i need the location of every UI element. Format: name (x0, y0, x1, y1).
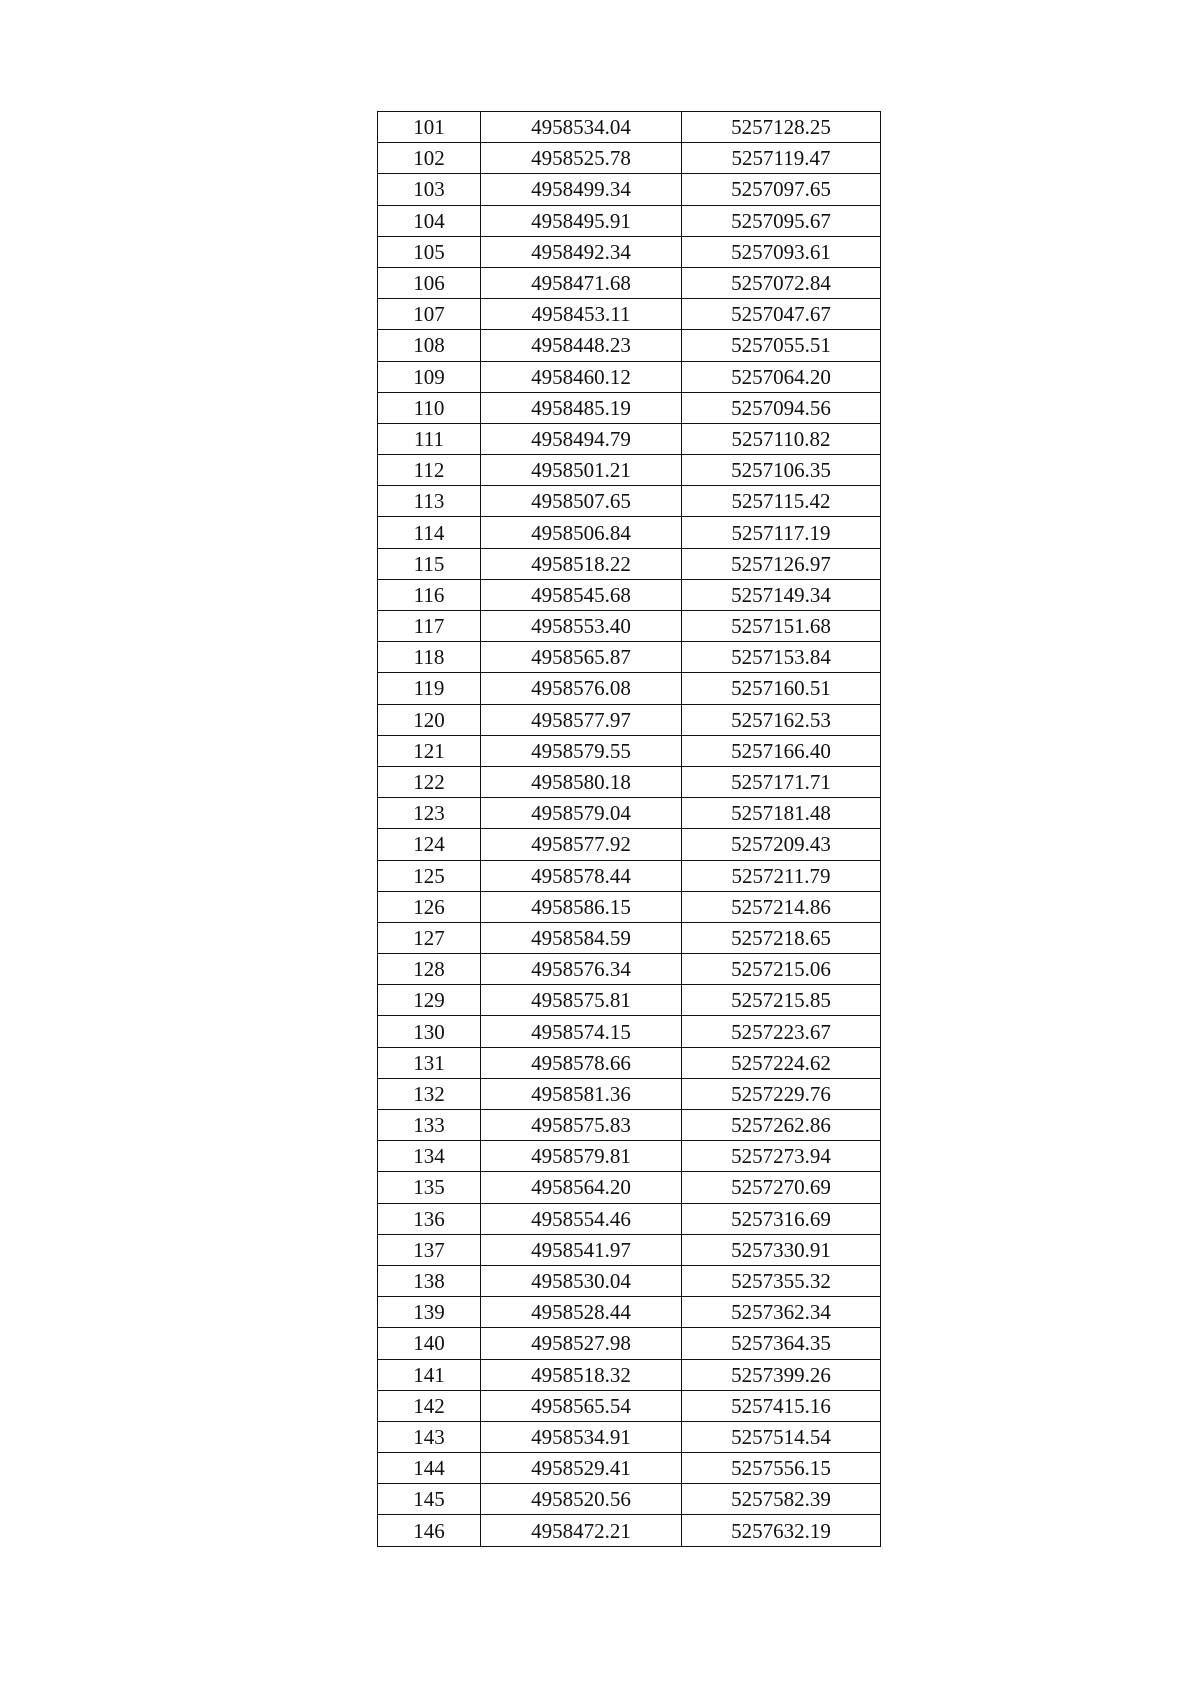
y-coordinate-cell: 5257262.86 (682, 1110, 881, 1141)
x-coordinate-cell: 4958577.92 (481, 829, 682, 860)
table-row (378, 112, 881, 143)
y-coordinate-cell: 5257218.65 (682, 922, 881, 953)
point-number-cell: 127 (378, 922, 481, 953)
point-number-cell: 137 (378, 1234, 481, 1265)
y-coordinate-cell: 5257215.85 (682, 985, 881, 1016)
point-number-cell: 106 (378, 267, 481, 298)
table-row (378, 1297, 881, 1328)
x-coordinate-cell: 4958495.91 (481, 205, 682, 236)
y-coordinate-cell: 5257160.51 (682, 673, 881, 704)
y-coordinate-cell: 5257064.20 (682, 361, 881, 392)
x-coordinate-cell: 4958578.66 (481, 1047, 682, 1078)
point-number-cell: 118 (378, 642, 481, 673)
table-row (378, 1265, 881, 1296)
table-row (378, 985, 881, 1016)
y-coordinate-cell: 5257632.19 (682, 1515, 881, 1546)
table-row (378, 766, 881, 797)
point-number-cell: 142 (378, 1390, 481, 1421)
table-row (378, 704, 881, 735)
table-row (378, 1234, 881, 1265)
point-number-cell: 145 (378, 1484, 481, 1515)
x-coordinate-cell: 4958472.21 (481, 1515, 682, 1546)
x-coordinate-cell: 4958518.32 (481, 1359, 682, 1390)
table-row (378, 330, 881, 361)
x-coordinate-cell: 4958492.34 (481, 236, 682, 267)
point-number-cell: 139 (378, 1297, 481, 1328)
point-number-cell: 135 (378, 1172, 481, 1203)
table-row (378, 860, 881, 891)
x-coordinate-cell: 4958507.65 (481, 486, 682, 517)
y-coordinate-cell: 5257106.35 (682, 455, 881, 486)
x-coordinate-cell: 4958460.12 (481, 361, 682, 392)
x-coordinate-cell: 4958581.36 (481, 1078, 682, 1109)
x-coordinate-cell: 4958525.78 (481, 143, 682, 174)
point-number-cell: 105 (378, 236, 481, 267)
y-coordinate-cell: 5257110.82 (682, 423, 881, 454)
x-coordinate-cell: 4958520.56 (481, 1484, 682, 1515)
point-number-cell: 134 (378, 1141, 481, 1172)
x-coordinate-cell: 4958448.23 (481, 330, 682, 361)
x-coordinate-cell: 4958453.11 (481, 299, 682, 330)
table-row (378, 579, 881, 610)
x-coordinate-cell: 4958565.54 (481, 1390, 682, 1421)
y-coordinate-cell: 5257126.97 (682, 548, 881, 579)
point-number-cell: 122 (378, 766, 481, 797)
point-number-cell: 119 (378, 673, 481, 704)
x-coordinate-cell: 4958528.44 (481, 1297, 682, 1328)
x-coordinate-cell: 4958527.98 (481, 1328, 682, 1359)
point-number-cell: 133 (378, 1110, 481, 1141)
x-coordinate-cell: 4958545.68 (481, 579, 682, 610)
y-coordinate-cell: 5257151.68 (682, 611, 881, 642)
point-number-cell: 128 (378, 954, 481, 985)
table-row (378, 891, 881, 922)
point-number-cell: 107 (378, 299, 481, 330)
table-row (378, 1047, 881, 1078)
x-coordinate-cell: 4958485.19 (481, 392, 682, 423)
x-coordinate-cell: 4958575.83 (481, 1110, 682, 1141)
y-coordinate-cell: 5257273.94 (682, 1141, 881, 1172)
table-row (378, 1110, 881, 1141)
x-coordinate-cell: 4958534.91 (481, 1421, 682, 1452)
point-number-cell: 104 (378, 205, 481, 236)
x-coordinate-cell: 4958554.46 (481, 1203, 682, 1234)
point-number-cell: 103 (378, 174, 481, 205)
x-coordinate-cell: 4958579.55 (481, 735, 682, 766)
table-row (378, 236, 881, 267)
table-row (378, 1421, 881, 1452)
point-number-cell: 132 (378, 1078, 481, 1109)
x-coordinate-cell: 4958530.04 (481, 1265, 682, 1296)
table-row (378, 1172, 881, 1203)
y-coordinate-cell: 5257330.91 (682, 1234, 881, 1265)
table-row (378, 548, 881, 579)
point-number-cell: 109 (378, 361, 481, 392)
point-number-cell: 131 (378, 1047, 481, 1078)
table-row (378, 1453, 881, 1484)
table-row (378, 1141, 881, 1172)
point-number-cell: 108 (378, 330, 481, 361)
point-number-cell: 101 (378, 112, 481, 143)
table-row (378, 174, 881, 205)
y-coordinate-cell: 5257093.61 (682, 236, 881, 267)
table-row (378, 673, 881, 704)
x-coordinate-cell: 4958578.44 (481, 860, 682, 891)
x-coordinate-cell: 4958565.87 (481, 642, 682, 673)
coordinates-table (377, 111, 881, 1547)
x-coordinate-cell: 4958580.18 (481, 766, 682, 797)
y-coordinate-cell: 5257115.42 (682, 486, 881, 517)
table-row (378, 1078, 881, 1109)
table-row (378, 299, 881, 330)
point-number-cell: 146 (378, 1515, 481, 1546)
table-row (378, 205, 881, 236)
y-coordinate-cell: 5257162.53 (682, 704, 881, 735)
table-row (378, 143, 881, 174)
y-coordinate-cell: 5257055.51 (682, 330, 881, 361)
x-coordinate-cell: 4958494.79 (481, 423, 682, 454)
point-number-cell: 120 (378, 704, 481, 735)
table-row (378, 1484, 881, 1515)
x-coordinate-cell: 4958574.15 (481, 1016, 682, 1047)
table-row (378, 392, 881, 423)
y-coordinate-cell: 5257316.69 (682, 1203, 881, 1234)
table-row (378, 1515, 881, 1546)
point-number-cell: 114 (378, 517, 481, 548)
table-row (378, 1390, 881, 1421)
table-row (378, 486, 881, 517)
y-coordinate-cell: 5257181.48 (682, 798, 881, 829)
point-number-cell: 113 (378, 486, 481, 517)
x-coordinate-cell: 4958499.34 (481, 174, 682, 205)
x-coordinate-cell: 4958553.40 (481, 611, 682, 642)
point-number-cell: 112 (378, 455, 481, 486)
x-coordinate-cell: 4958576.34 (481, 954, 682, 985)
point-number-cell: 125 (378, 860, 481, 891)
y-coordinate-cell: 5257072.84 (682, 267, 881, 298)
table-row (378, 611, 881, 642)
y-coordinate-cell: 5257047.67 (682, 299, 881, 330)
table-row (378, 1203, 881, 1234)
y-coordinate-cell: 5257229.76 (682, 1078, 881, 1109)
y-coordinate-cell: 5257171.71 (682, 766, 881, 797)
x-coordinate-cell: 4958506.84 (481, 517, 682, 548)
point-number-cell: 126 (378, 891, 481, 922)
point-number-cell: 116 (378, 579, 481, 610)
y-coordinate-cell: 5257211.79 (682, 860, 881, 891)
y-coordinate-cell: 5257095.67 (682, 205, 881, 236)
point-number-cell: 121 (378, 735, 481, 766)
x-coordinate-cell: 4958541.97 (481, 1234, 682, 1265)
point-number-cell: 111 (378, 423, 481, 454)
table-row (378, 954, 881, 985)
y-coordinate-cell: 5257224.62 (682, 1047, 881, 1078)
x-coordinate-cell: 4958579.81 (481, 1141, 682, 1172)
point-number-cell: 102 (378, 143, 481, 174)
y-coordinate-cell: 5257166.40 (682, 735, 881, 766)
point-number-cell: 124 (378, 829, 481, 860)
table-row (378, 798, 881, 829)
point-number-cell: 123 (378, 798, 481, 829)
table-row (378, 922, 881, 953)
y-coordinate-cell: 5257362.34 (682, 1297, 881, 1328)
y-coordinate-cell: 5257582.39 (682, 1484, 881, 1515)
x-coordinate-cell: 4958518.22 (481, 548, 682, 579)
table-row (378, 1328, 881, 1359)
y-coordinate-cell: 5257117.19 (682, 517, 881, 548)
coordinates-table-body (378, 112, 881, 1547)
y-coordinate-cell: 5257128.25 (682, 112, 881, 143)
point-number-cell: 117 (378, 611, 481, 642)
table-row (378, 423, 881, 454)
y-coordinate-cell: 5257364.35 (682, 1328, 881, 1359)
y-coordinate-cell: 5257399.26 (682, 1359, 881, 1390)
table-row (378, 1016, 881, 1047)
x-coordinate-cell: 4958564.20 (481, 1172, 682, 1203)
point-number-cell: 144 (378, 1453, 481, 1484)
y-coordinate-cell: 5257214.86 (682, 891, 881, 922)
y-coordinate-cell: 5257415.16 (682, 1390, 881, 1421)
x-coordinate-cell: 4958575.81 (481, 985, 682, 1016)
table-row (378, 361, 881, 392)
table-row (378, 267, 881, 298)
x-coordinate-cell: 4958529.41 (481, 1453, 682, 1484)
y-coordinate-cell: 5257270.69 (682, 1172, 881, 1203)
point-number-cell: 141 (378, 1359, 481, 1390)
y-coordinate-cell: 5257149.34 (682, 579, 881, 610)
table-row (378, 829, 881, 860)
table-row (378, 1359, 881, 1390)
point-number-cell: 138 (378, 1265, 481, 1296)
y-coordinate-cell: 5257514.54 (682, 1421, 881, 1452)
y-coordinate-cell: 5257556.15 (682, 1453, 881, 1484)
x-coordinate-cell: 4958534.04 (481, 112, 682, 143)
point-number-cell: 143 (378, 1421, 481, 1452)
x-coordinate-cell: 4958501.21 (481, 455, 682, 486)
y-coordinate-cell: 5257153.84 (682, 642, 881, 673)
y-coordinate-cell: 5257209.43 (682, 829, 881, 860)
y-coordinate-cell: 5257223.67 (682, 1016, 881, 1047)
x-coordinate-cell: 4958577.97 (481, 704, 682, 735)
y-coordinate-cell: 5257119.47 (682, 143, 881, 174)
table-row (378, 642, 881, 673)
point-number-cell: 140 (378, 1328, 481, 1359)
y-coordinate-cell: 5257094.56 (682, 392, 881, 423)
x-coordinate-cell: 4958579.04 (481, 798, 682, 829)
point-number-cell: 129 (378, 985, 481, 1016)
table-row (378, 735, 881, 766)
point-number-cell: 136 (378, 1203, 481, 1234)
table-row (378, 455, 881, 486)
x-coordinate-cell: 4958471.68 (481, 267, 682, 298)
y-coordinate-cell: 5257215.06 (682, 954, 881, 985)
point-number-cell: 115 (378, 548, 481, 579)
y-coordinate-cell: 5257097.65 (682, 174, 881, 205)
x-coordinate-cell: 4958586.15 (481, 891, 682, 922)
point-number-cell: 110 (378, 392, 481, 423)
x-coordinate-cell: 4958576.08 (481, 673, 682, 704)
x-coordinate-cell: 4958584.59 (481, 922, 682, 953)
point-number-cell: 130 (378, 1016, 481, 1047)
table-row (378, 517, 881, 548)
y-coordinate-cell: 5257355.32 (682, 1265, 881, 1296)
